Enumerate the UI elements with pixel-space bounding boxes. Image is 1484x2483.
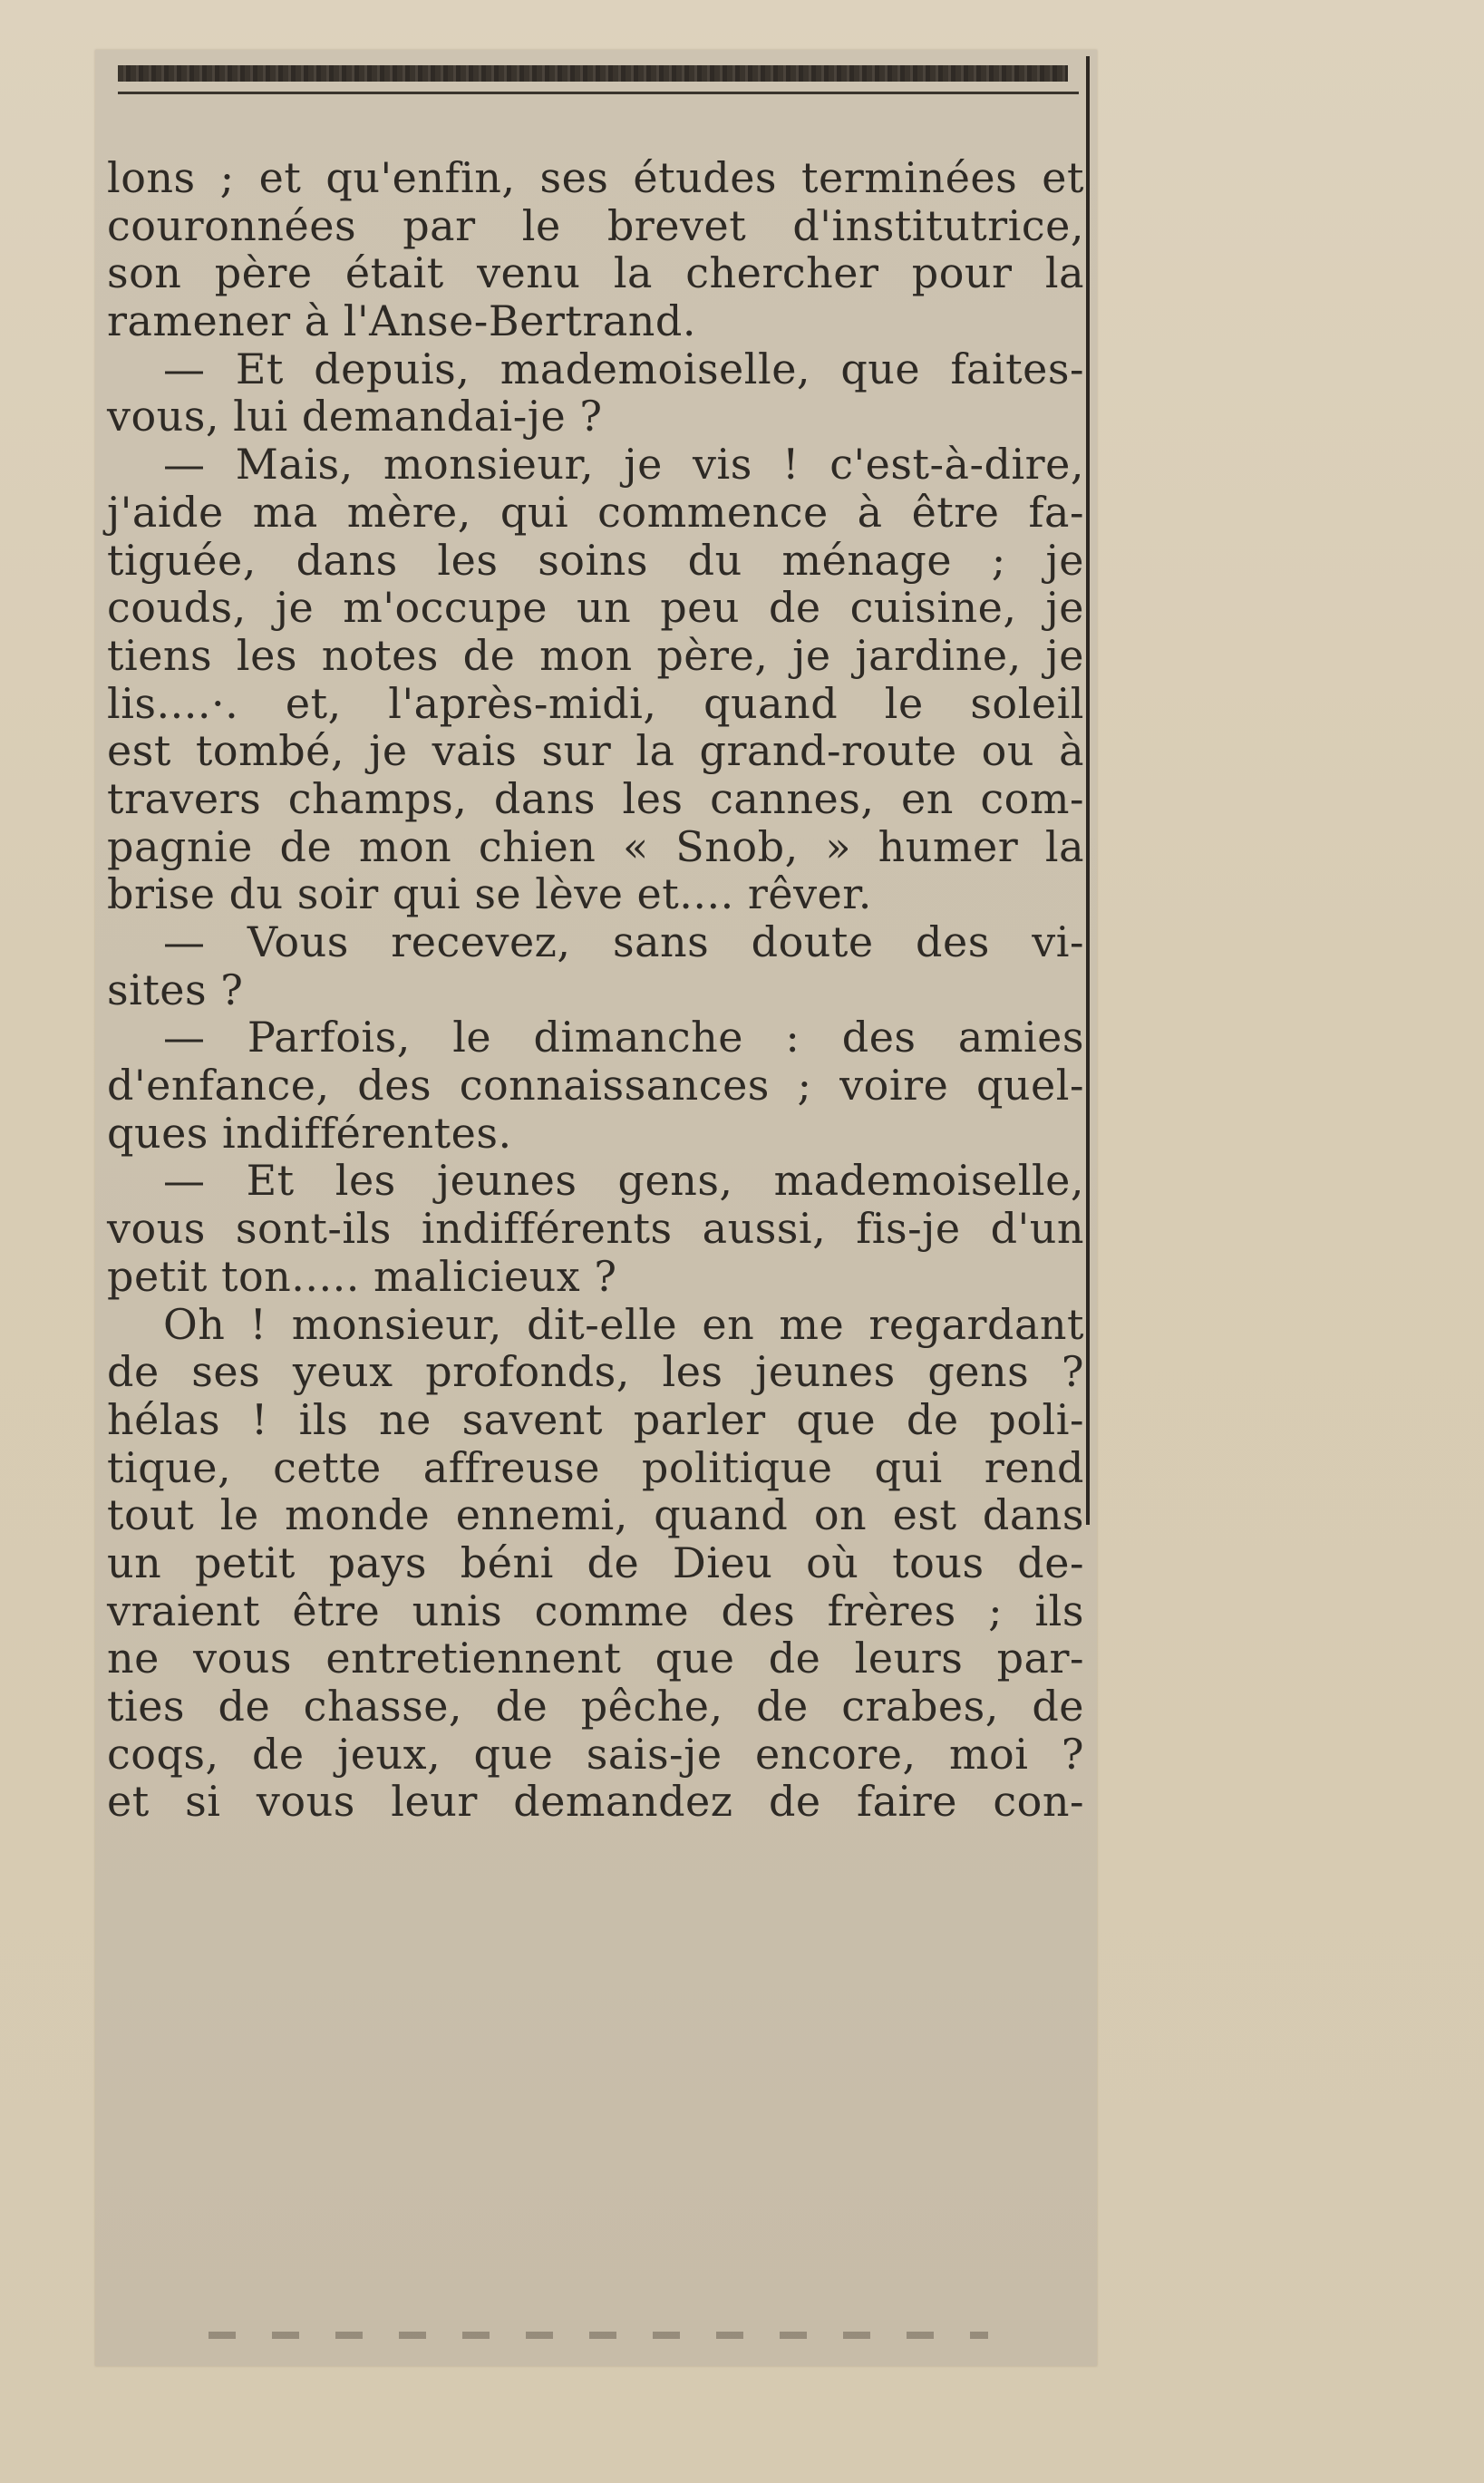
text-line: petit ton..... malicieux ?	[107, 1251, 617, 1301]
column-rule	[1086, 56, 1090, 1525]
text-line: — Mais, monsieur, je vis ! c'est-à-dire,	[163, 440, 1084, 490]
text-line: tiguée, dans les soins du ménage ; je	[107, 535, 1084, 585]
text-line: couds, je m'occupe un peu de cuisine, je	[107, 583, 1084, 633]
text-line: son père était venu la chercher pour la	[107, 248, 1084, 298]
text-line: tique, cette affreuse politique qui rend	[107, 1442, 1084, 1492]
text-line: ques indifférentes.	[107, 1108, 512, 1158]
text-line: lons ; et qu'enfin, ses études terminées et	[107, 153, 1084, 202]
header-rule-thin	[118, 92, 1079, 94]
text-line: un petit pays béni de Dieu où tous de-	[107, 1537, 1084, 1587]
bottom-edge-marks	[209, 2332, 988, 2339]
text-line: tiens les notes de mon père, je jardine, je	[107, 630, 1084, 680]
text-line: coqs, de jeux, que sais-je encore, moi ?	[107, 1729, 1084, 1779]
text-line: couronnées par le brevet d'institutrice,	[107, 200, 1084, 250]
text-line: brise du soir qui se lève et.... rêver.	[107, 869, 872, 919]
text-line: vous sont-ils indifférents aussi, fis-je d'un	[107, 1204, 1084, 1254]
text-line: d'enfance, des connaissances ; voire quel-	[107, 1061, 1084, 1111]
text-line: est tombé, je vais sur la grand-route ou à	[107, 726, 1084, 776]
text-line: vous, lui demandai-je ?	[107, 392, 603, 441]
text-line: sites ?	[107, 965, 244, 1014]
text-line: lis....·. et, l'après-midi, quand le soleil	[107, 678, 1084, 728]
text-line: — Et depuis, mademoiselle, que faites-	[163, 344, 1084, 393]
article-text	[107, 154, 1084, 1826]
text-line: vraient être unis comme des frères ; ils	[107, 1586, 1084, 1635]
text-line: ramener à l'Anse-Bertrand.	[107, 296, 696, 346]
text-line: Oh ! monsieur, dit-elle en me regardant	[163, 1299, 1084, 1349]
text-line: — Et les jeunes gens, mademoiselle,	[163, 1156, 1084, 1206]
text-line: pagnie de mon chien « Snob, » humer la	[107, 821, 1084, 871]
text-line: — Parfois, le dimanche : des amies	[163, 1013, 1084, 1062]
text-line: ne vous entretiennent que de leurs par-	[107, 1634, 1084, 1683]
text-line: travers champs, dans les cannes, en com-	[107, 773, 1084, 823]
text-line: hélas ! ils ne savent parler que de poli-	[107, 1394, 1084, 1444]
text-line: j'aide ma mère, qui commence à être fa-	[107, 487, 1084, 537]
text-line: de ses yeux profonds, les jeunes gens ?	[107, 1347, 1084, 1397]
text-line: — Vous recevez, sans doute des vi-	[163, 917, 1084, 966]
header-rule	[118, 65, 1068, 82]
text-line: ties de chasse, de pêche, de crabes, de	[107, 1682, 1084, 1731]
text-line: et si vous leur demandez de faire con-	[107, 1777, 1084, 1827]
text-line: tout le monde ennemi, quand on est dans	[107, 1490, 1084, 1540]
